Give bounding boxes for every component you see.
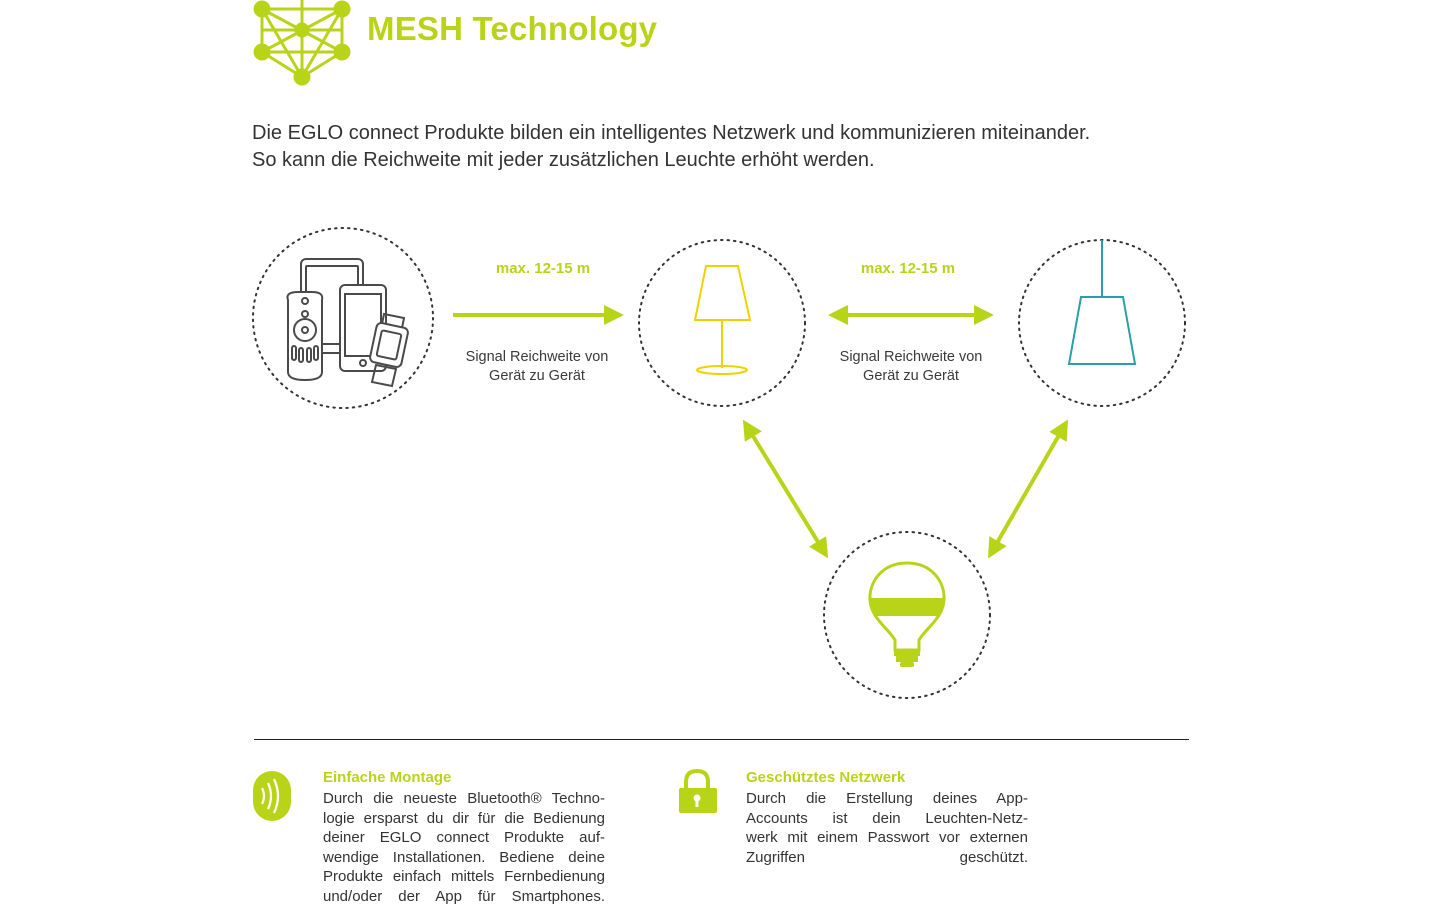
feature-2-title: Geschütztes Netzwerk [746, 769, 905, 786]
link1-caption-line-1: Signal Reichweite von [427, 348, 647, 367]
feature-2-line: Durch die Erstellung deines App- [746, 789, 1028, 809]
devices-icon [287, 259, 408, 386]
feature-1-line: logie ersparst du dir für die Bedienung [323, 809, 605, 829]
intro-line-2: So kann die Reichweite mit jeder zusätzlichen Leuchte erhöht werden. [252, 149, 875, 172]
feature-2-line: Zugriffen geschützt. [746, 848, 1028, 868]
link1-distance-label: max. 12-15 m [443, 260, 643, 277]
page-title: MESH Technology [367, 10, 657, 48]
feature-1-line: Durch die neueste Bluetooth® Techno- [323, 789, 605, 809]
mesh-network-icon [255, 0, 349, 84]
feature-1-line: Produkte einfach mittels Fernbedienung [323, 867, 605, 887]
table-lamp-icon [695, 266, 750, 374]
feature-2-body [746, 789, 1028, 867]
intro-line-1: Die EGLO connect Produkte bilden ein intelligentes Netzwerk und kommunizieren miteinander. [252, 122, 1090, 145]
feature-2-line: werk mit einem Passwort vor externen [746, 828, 1028, 848]
feature-1-line: und/oder der App für Smartphones. [323, 887, 605, 906]
link2-caption-line-2: Gerät zu Gerät [801, 367, 1021, 386]
feature-1-line: wendige Installationen. Bediene deine [323, 848, 605, 868]
link1-caption-line-2: Gerät zu Gerät [427, 367, 647, 386]
feature-1-title: Einfache Montage [323, 769, 451, 786]
arrow-table-lamp-bulb [745, 423, 826, 555]
section-divider [254, 739, 1189, 740]
link2-distance-label: max. 12-15 m [808, 260, 1008, 277]
bulb-icon [870, 563, 944, 667]
feature-1-body [323, 789, 605, 906]
link1-caption [427, 348, 647, 386]
bluetooth-signal-icon [253, 771, 291, 821]
pendant-lamp-icon [1069, 240, 1135, 364]
link2-caption-line-1: Signal Reichweite von [801, 348, 1021, 367]
feature-1-line: deiner EGLO connect Produkte auf- [323, 828, 605, 848]
link2-caption [801, 348, 1021, 386]
feature-2-line: Accounts ist dein Leuchten-Netz- [746, 809, 1028, 829]
lock-icon [679, 771, 717, 813]
arrow-pendant-bulb [990, 423, 1066, 555]
